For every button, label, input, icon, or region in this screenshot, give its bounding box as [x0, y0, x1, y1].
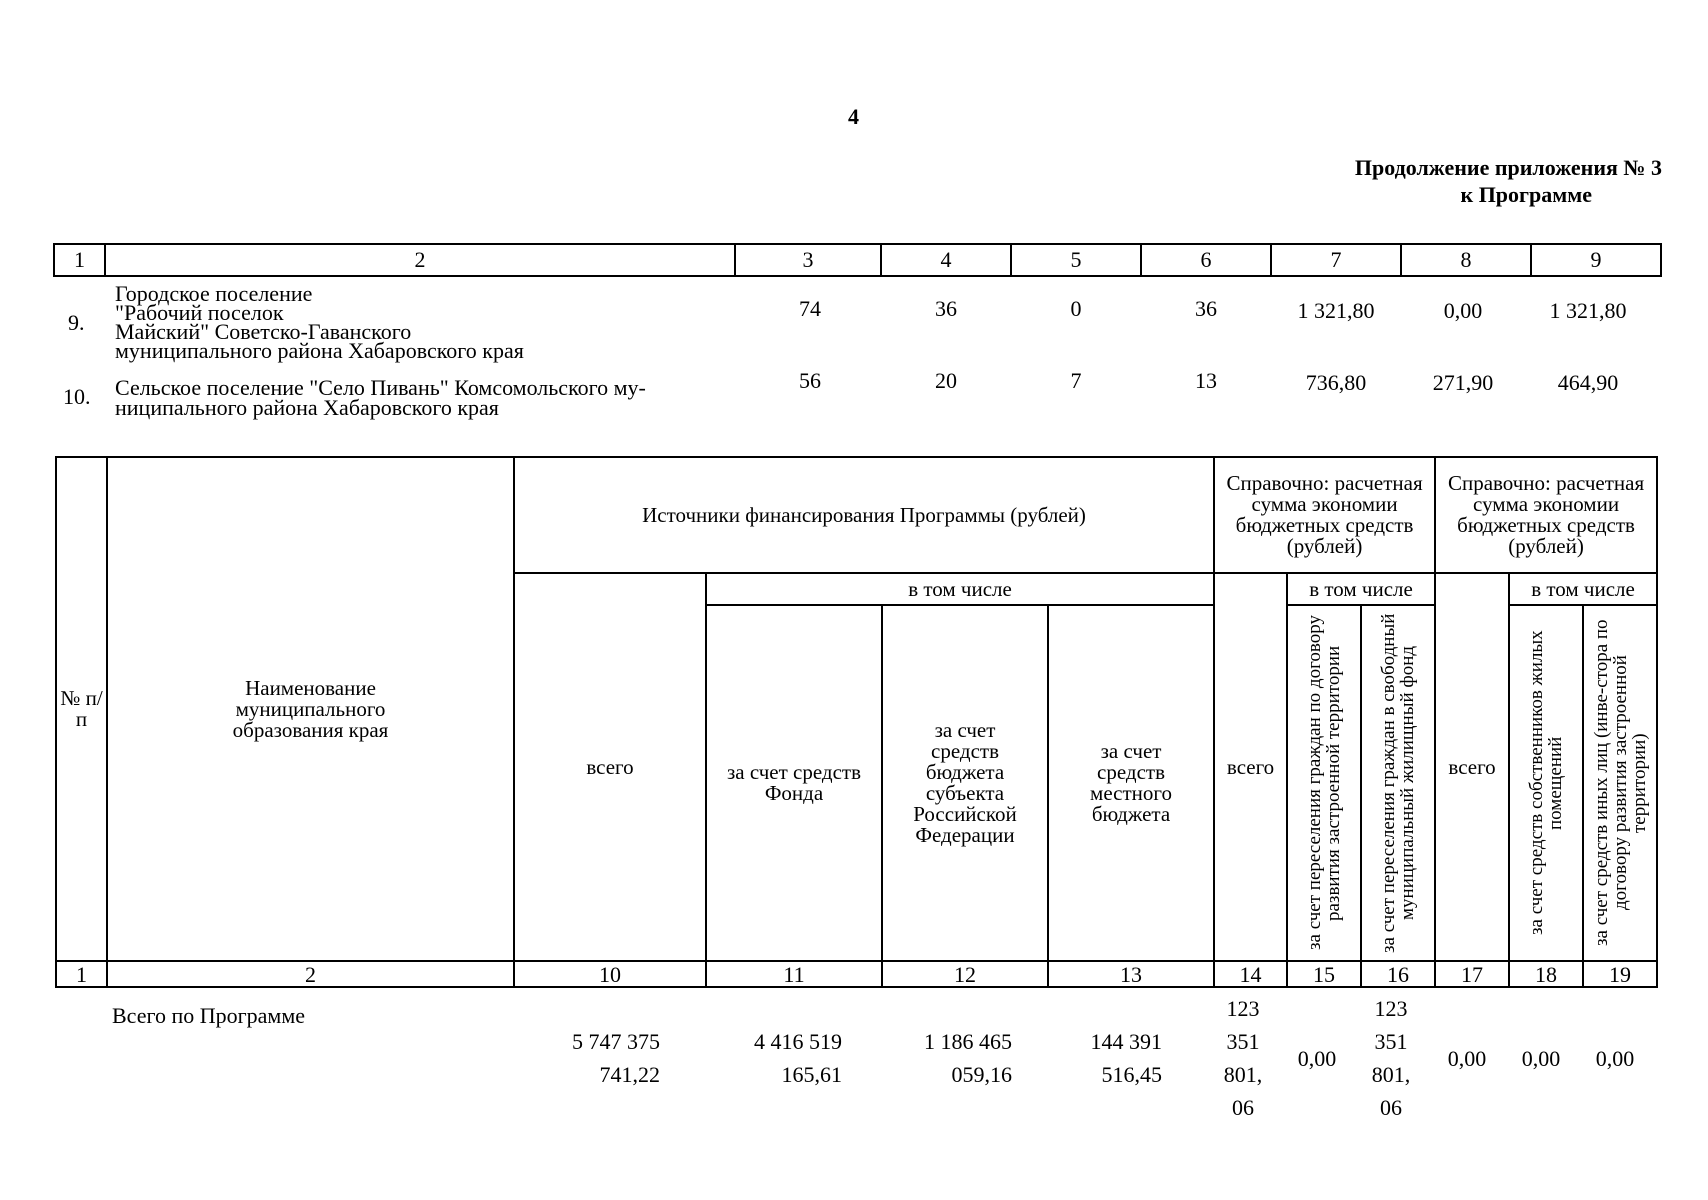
- col-number: 14: [1214, 961, 1287, 987]
- total-c11-line: 165,61: [781, 1062, 842, 1087]
- total-c11-line: 4 416 519: [754, 1029, 842, 1054]
- col-number: 16: [1361, 961, 1435, 987]
- row-9-name-line: Майский" Советско-Гаванского: [115, 319, 412, 344]
- row-9-name-line: "Рабочий поселок: [115, 300, 284, 325]
- col-number: 17: [1435, 961, 1509, 987]
- total-c11: [690, 1025, 842, 1091]
- total-c12-line: 059,16: [951, 1062, 1012, 1087]
- funding-header-table: [55, 456, 1658, 988]
- row-9-c6: 36: [1195, 296, 1217, 321]
- total-c10-line: 741,22: [599, 1062, 660, 1087]
- row-9-name: [115, 281, 524, 363]
- total-c12-line: 1 186 465: [924, 1029, 1012, 1054]
- continuation-line-1: Продолжение приложения № 3: [1354, 155, 1662, 180]
- page-number: 4: [848, 104, 859, 129]
- row-10-c3: 56: [799, 368, 821, 393]
- col-number: 10: [514, 961, 706, 987]
- total-c14-line: 351: [1226, 1029, 1260, 1054]
- row-10-c8: 271,90: [1432, 370, 1494, 395]
- header-c18: за счет средств собственников жилых помещений: [1526, 630, 1567, 936]
- row-10-name-line: Сельское поселение "Село Пивань" Комсомольского му-: [115, 375, 646, 400]
- total-c10-line: 5 747 375: [572, 1029, 660, 1054]
- header-total: всего: [514, 573, 706, 961]
- col-number: 2: [107, 961, 514, 987]
- row-9-c3: 74: [799, 296, 821, 321]
- total-c14: [1206, 992, 1280, 1124]
- top-col-num: 4: [881, 244, 1011, 276]
- header-c15: за счет переселения граждан по договору развития застроенной территории: [1304, 615, 1345, 951]
- total-c10: [510, 1025, 660, 1091]
- row-10-c9: 464,90: [1557, 370, 1619, 395]
- col-number: 18: [1509, 961, 1583, 987]
- total-c16-line: 123: [1374, 996, 1408, 1021]
- row-9-c5: 0: [1070, 296, 1082, 321]
- col-number: 19: [1583, 961, 1657, 987]
- total-c19: 0,00: [1595, 1046, 1635, 1071]
- header-num: № п/п: [56, 457, 107, 961]
- top-col-num: 2: [105, 244, 735, 276]
- header-fund: за счет средств Фонда: [706, 605, 882, 961]
- total-c12: [860, 1025, 1012, 1091]
- top-column-numbers: [53, 243, 1662, 277]
- row-9-c4: 36: [935, 296, 957, 321]
- row-9-name-line: муниципального района Хабаровского края: [115, 338, 524, 363]
- header-local-budget: за счет средств местного бюджета: [1048, 605, 1214, 961]
- row-9-number: 9.: [68, 310, 85, 335]
- header-subject-budget: за счет средств бюджета субъекта Российской Федерации: [882, 605, 1048, 961]
- total-c14-line: 801,: [1223, 1062, 1263, 1087]
- row-10-c7: 736,80: [1305, 370, 1367, 395]
- top-col-num: 6: [1141, 244, 1271, 276]
- col-number: 13: [1048, 961, 1214, 987]
- total-c17: 0,00: [1447, 1046, 1487, 1071]
- header-c16: за счет переселения граждан в свободный муниципальный жилищный фонд: [1378, 613, 1419, 953]
- header-including-17: в том числе: [1509, 573, 1657, 605]
- total-c16-line: 801,: [1371, 1062, 1411, 1087]
- continuation-line-2: к Программе: [1460, 182, 1592, 207]
- header-reference-2: Справочно: расчетная сумма экономии бюджетных средств (рублей): [1435, 457, 1657, 573]
- top-col-num: 5: [1011, 244, 1141, 276]
- header-total-14: всего: [1214, 573, 1287, 961]
- header-total-17: всего: [1435, 573, 1509, 961]
- col-number: 15: [1287, 961, 1361, 987]
- row-10-name: [115, 375, 646, 420]
- top-col-num: 1: [54, 244, 105, 276]
- total-c18: 0,00: [1521, 1046, 1561, 1071]
- col-number: 11: [706, 961, 882, 987]
- header-including-14: в том числе: [1287, 573, 1435, 605]
- header-c19: за счет средств иных лиц (инве-стора по договору развития застроенной территории): [1590, 619, 1650, 947]
- total-c14-line: 123: [1226, 996, 1260, 1021]
- header-including: в том числе: [706, 573, 1214, 605]
- row-10-number: 10.: [63, 384, 91, 409]
- row-10-c4: 20: [935, 368, 957, 393]
- row-10-name-line: ниципального района Хабаровского края: [115, 395, 499, 420]
- continuation-note: [1355, 154, 1662, 208]
- total-label: Всего по Программе: [112, 1003, 306, 1028]
- top-col-num: 7: [1271, 244, 1401, 276]
- col-number: 12: [882, 961, 1048, 987]
- row-9-name-line: Городское поселение: [115, 281, 313, 306]
- col-number: 1: [56, 961, 107, 987]
- total-c15: 0,00: [1297, 1046, 1337, 1071]
- row-10-c6: 13: [1195, 368, 1217, 393]
- row-9-c8: 0,00: [1443, 298, 1483, 323]
- total-c14-line: 06: [1232, 1095, 1254, 1120]
- total-c16: [1354, 992, 1428, 1124]
- total-c16-line: 351: [1374, 1029, 1408, 1054]
- total-c13-line: 144 391: [1090, 1029, 1162, 1054]
- top-col-num: 8: [1401, 244, 1531, 276]
- total-c13: [1030, 1025, 1162, 1091]
- header-name: Наименование муниципального образования края: [107, 457, 514, 961]
- row-9-c9: 1 321,80: [1549, 298, 1627, 323]
- header-reference-1: Справочно: расчетная сумма экономии бюджетных средств (рублей): [1214, 457, 1435, 573]
- total-c16-line: 06: [1380, 1095, 1402, 1120]
- total-c13-line: 516,45: [1101, 1062, 1162, 1087]
- header-sources: Источники финансирования Программы (рублей): [514, 457, 1214, 573]
- row-10-c5: 7: [1070, 368, 1082, 393]
- top-col-num: 9: [1531, 244, 1661, 276]
- row-9-c7: 1 321,80: [1297, 298, 1375, 323]
- top-col-num: 3: [735, 244, 881, 276]
